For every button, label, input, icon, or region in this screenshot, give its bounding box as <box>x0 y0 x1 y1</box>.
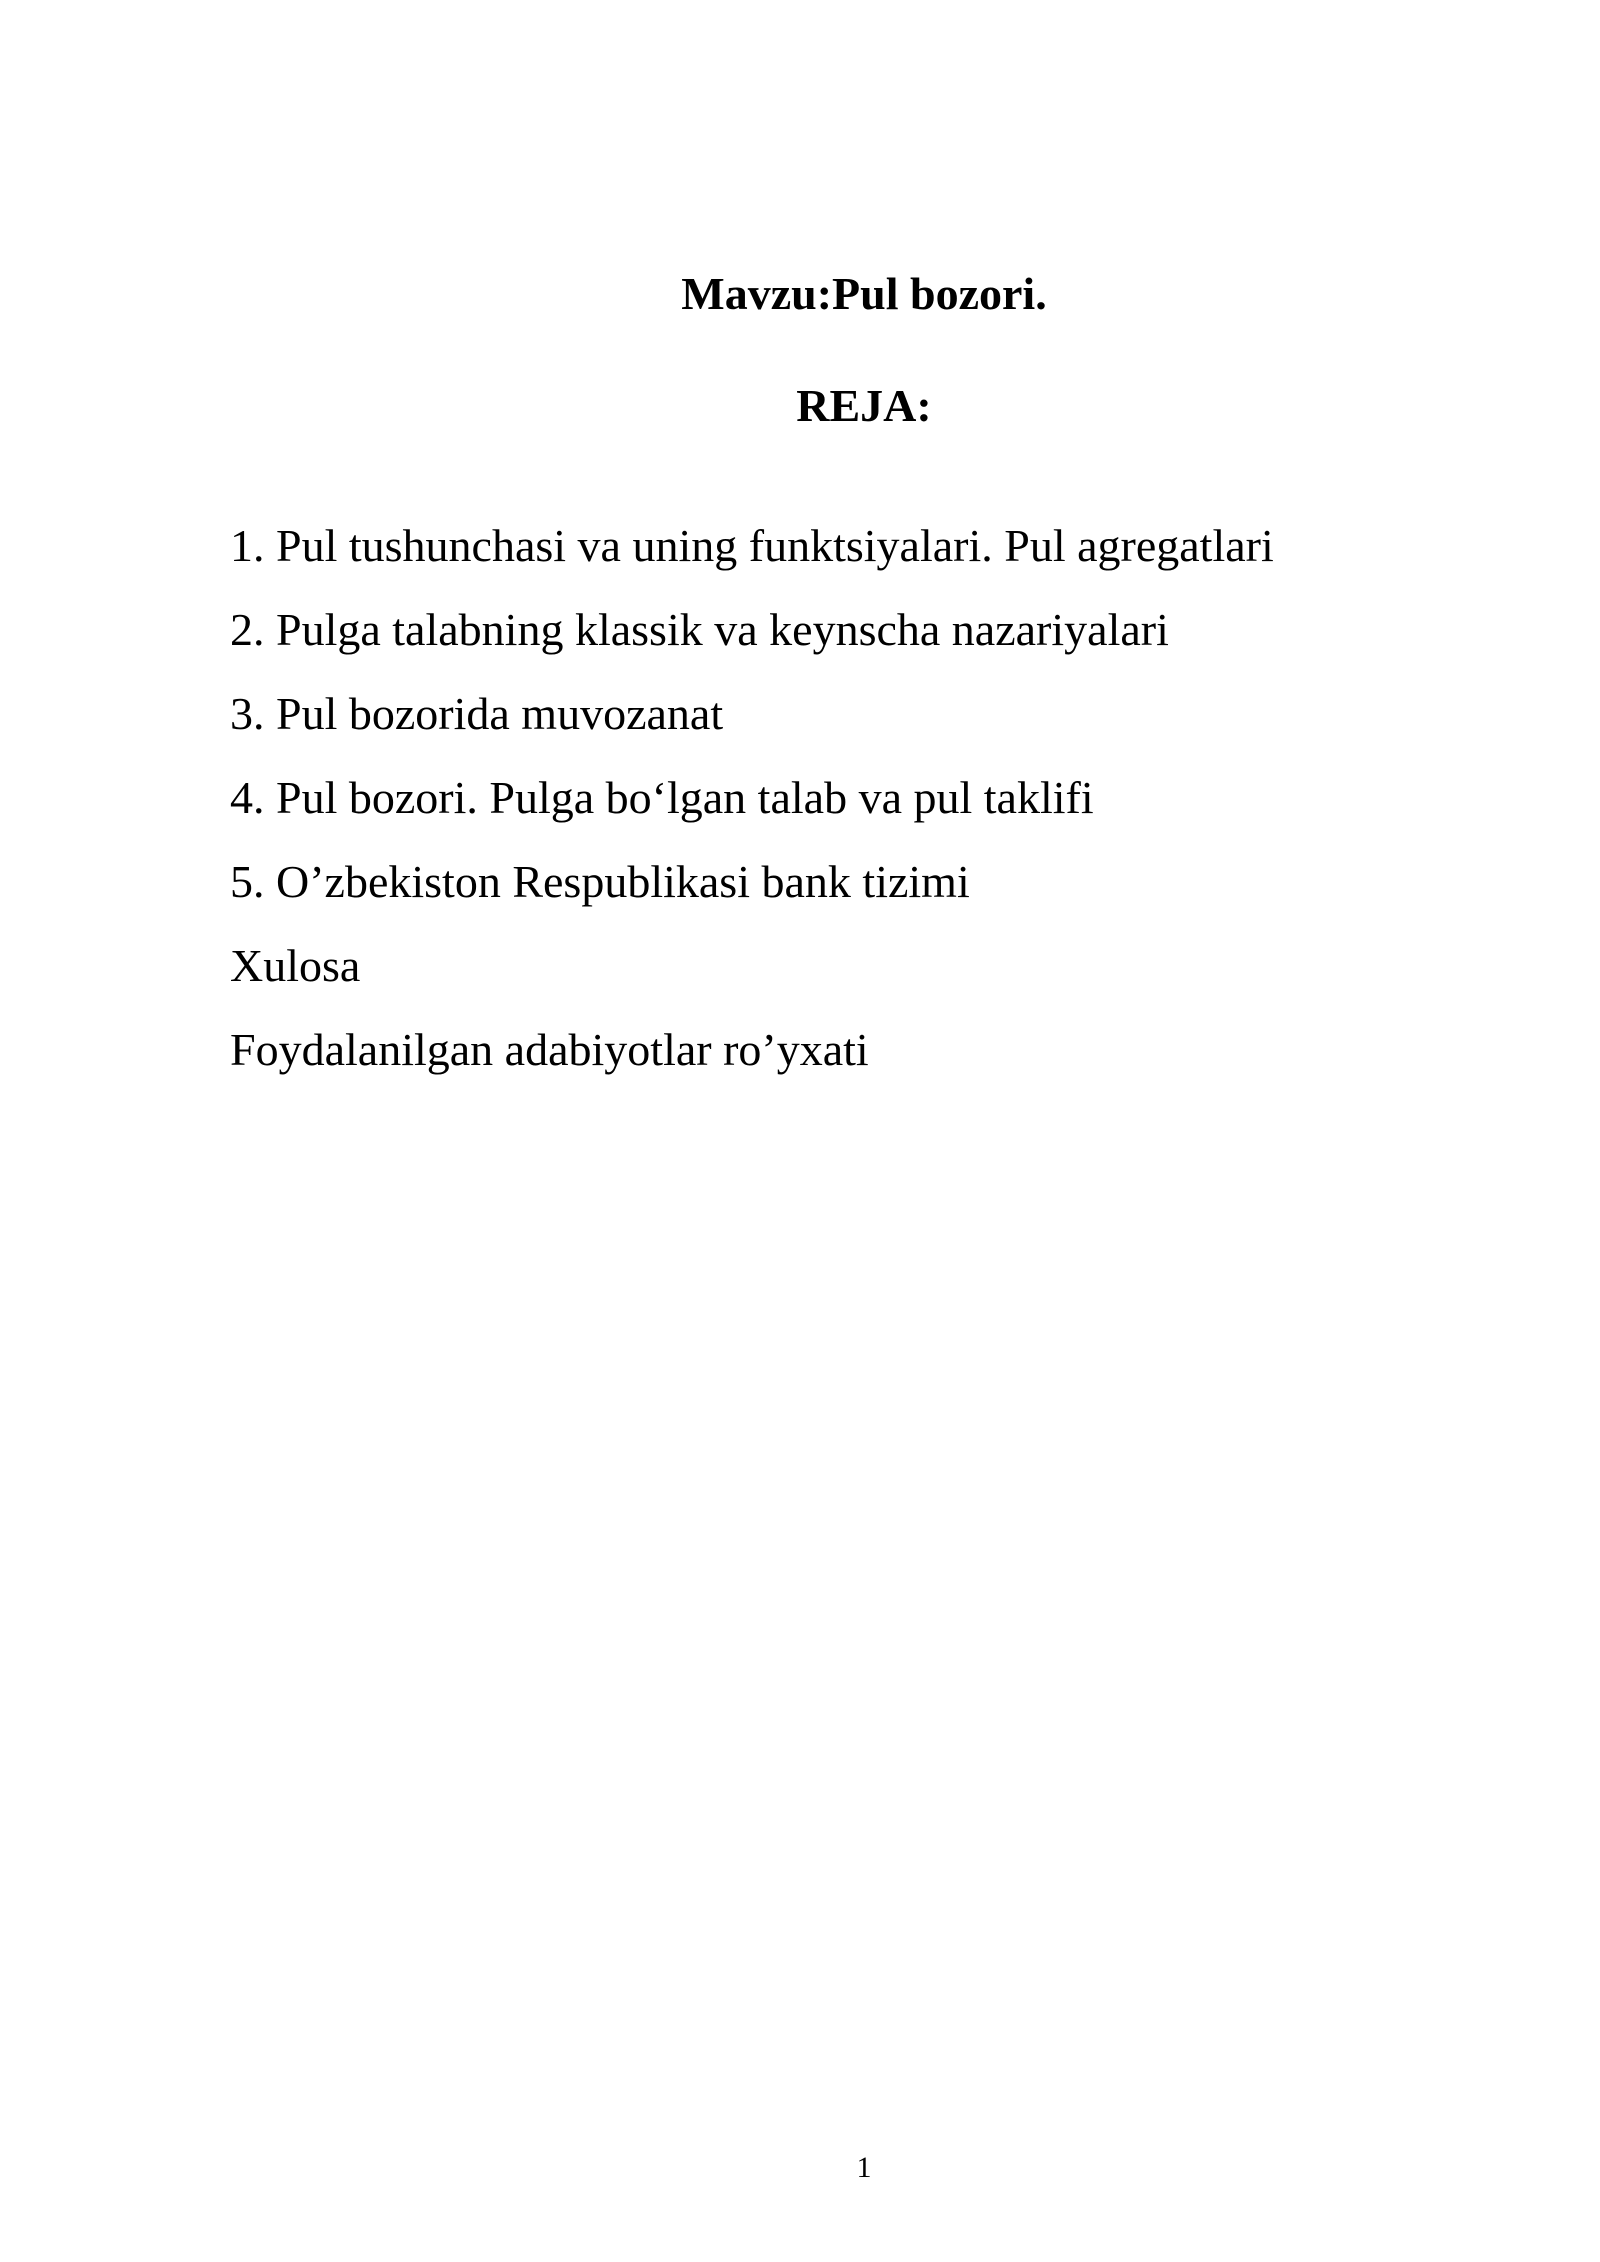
outline-item: 4. Pul bozori. Pulga bo‘lgan talab va pul taklifi <box>230 772 1094 823</box>
outline-item-references: Foydalanilgan adabiyotlar ro’yxati <box>230 1024 869 1075</box>
outline-item: 2. Pulga talabning klassik va keynscha nazariyalari <box>230 604 1169 655</box>
outline-item: 5. O’zbekiston Respublikasi bank tizimi <box>230 856 970 907</box>
page-number: 1 <box>856 2151 872 2184</box>
outline-item: 1. Pul tushunchasi va uning funktsiyalari. Pul agregatlari <box>230 520 1274 571</box>
plan-heading: REJA: <box>796 380 932 431</box>
topic-title: Mavzu:Pul bozori. <box>681 268 1047 319</box>
outline-item: 3. Pul bozorida muvozanat <box>230 688 724 739</box>
plan-outline <box>230 518 1274 1106</box>
outline-item-conclusion: Xulosa <box>230 940 361 991</box>
